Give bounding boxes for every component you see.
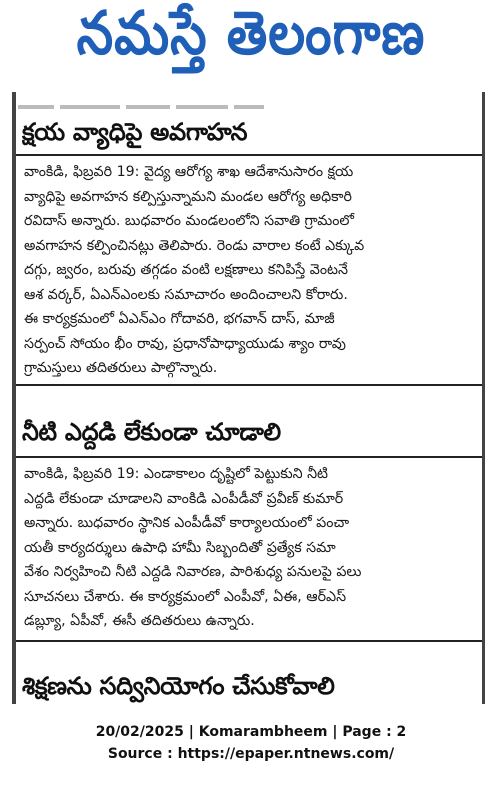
- article-line: యతీ కార్యదర్శులు ఉపాధి హామీ సిబ్బందితో ప్రత్యేక సమా: [24, 539, 336, 556]
- clipping-right-border: [482, 92, 485, 704]
- article-divider: [16, 154, 482, 156]
- clipping-cut-top-edge: [18, 96, 478, 106]
- article-line: అన్నారు. బుధవారం స్థానిక ఎంపీడీవో కార్యాలయంలో పంచా: [24, 515, 350, 531]
- article-line: ఆశ వర్కర్, ఏఎన్ఎంలకు సమాచారం అందించాలని కోరారు.: [24, 286, 348, 303]
- article-body: [24, 462, 480, 634]
- clipping-left-border: [12, 92, 16, 704]
- article-headline: నీటి ఎద్దడి లేకుండా చూడాలి: [22, 418, 281, 446]
- article-line: డబ్ల్యూ, ఏపీవో, ఈసీ తదితరులు ఉన్నారు.: [24, 613, 255, 629]
- article-headline: శిక్షణను సద్వినియోగం చేసుకోవాలి: [22, 672, 335, 700]
- masthead-title: నమస్తే తెలంగాణ: [76, 0, 426, 69]
- footer-source: Source : https://epaper.ntnews.com/: [107, 746, 395, 762]
- article-headline: క్షయ వ్యాధిపై అవగాహన: [22, 118, 248, 146]
- masthead: [0, 0, 502, 82]
- article-line: వ్యాధిపై అవగాహన కల్పిస్తున్నామని మండల ఆరోగ్య అధికారి: [24, 188, 352, 205]
- article-line: గ్రామస్తులు తదితరులు పాల్గొన్నారు.: [24, 360, 218, 376]
- article-line: ఈ కార్యక్రమంలో ఏఎన్ఎం గోదావరి, భగవాన్ దాస్, మాజీ: [24, 311, 335, 327]
- article-divider: [16, 640, 482, 642]
- article-line: అవగాహన కల్పించినట్లు తెలిపారు. రెండు వారాల కంటే ఎక్కువ: [24, 237, 365, 254]
- article-divider: [16, 456, 482, 458]
- article-line: సర్పంచ్ సోయం భీం రావు, ప్రధానోపాధ్యాయుడు శ్యాం రావు: [24, 335, 346, 352]
- article-body: [24, 160, 480, 381]
- article-line: సూచనలు చేశారు. ఈ కార్యక్రమంలో ఎంపీవో, ఏఈ, ఆర్ఎస్: [24, 588, 347, 605]
- article-line: వేశం నిర్వహించి నీటి ఎద్దడి నివారణ, పారిశుధ్య పనులపై పలు: [24, 564, 362, 580]
- article-line: రవిదాస్ అన్నారు. బుధవారం మండలంలోని సవాతి గ్రామంలో: [24, 213, 354, 229]
- article-line: ఎద్దడి లేకుండా చూడాలని వాంకిడి ఎంపీడీవో ప్రవీణ్ కుమార్: [24, 490, 344, 507]
- article-line: దగ్గు, జ్వరం, బరువు తగ్గడం వంటి లక్షణాలు కనిపిస్తే వెంటనే: [24, 262, 348, 278]
- footer-date-edition: 20/02/2025 | Komarambheem | Page : 2: [95, 724, 407, 740]
- article-line: వాంకిడి, ఫిబ్రవరి 19: వైద్య ఆరోగ్య శాఖ ఆదేశానుసారం క్షయ: [24, 164, 354, 180]
- article-divider: [16, 384, 482, 386]
- article-line: వాంకిడి, ఫిబ్రవరి 19: ఎండాకాలం దృష్టిలో పెట్టుకుని నీటి: [24, 466, 329, 482]
